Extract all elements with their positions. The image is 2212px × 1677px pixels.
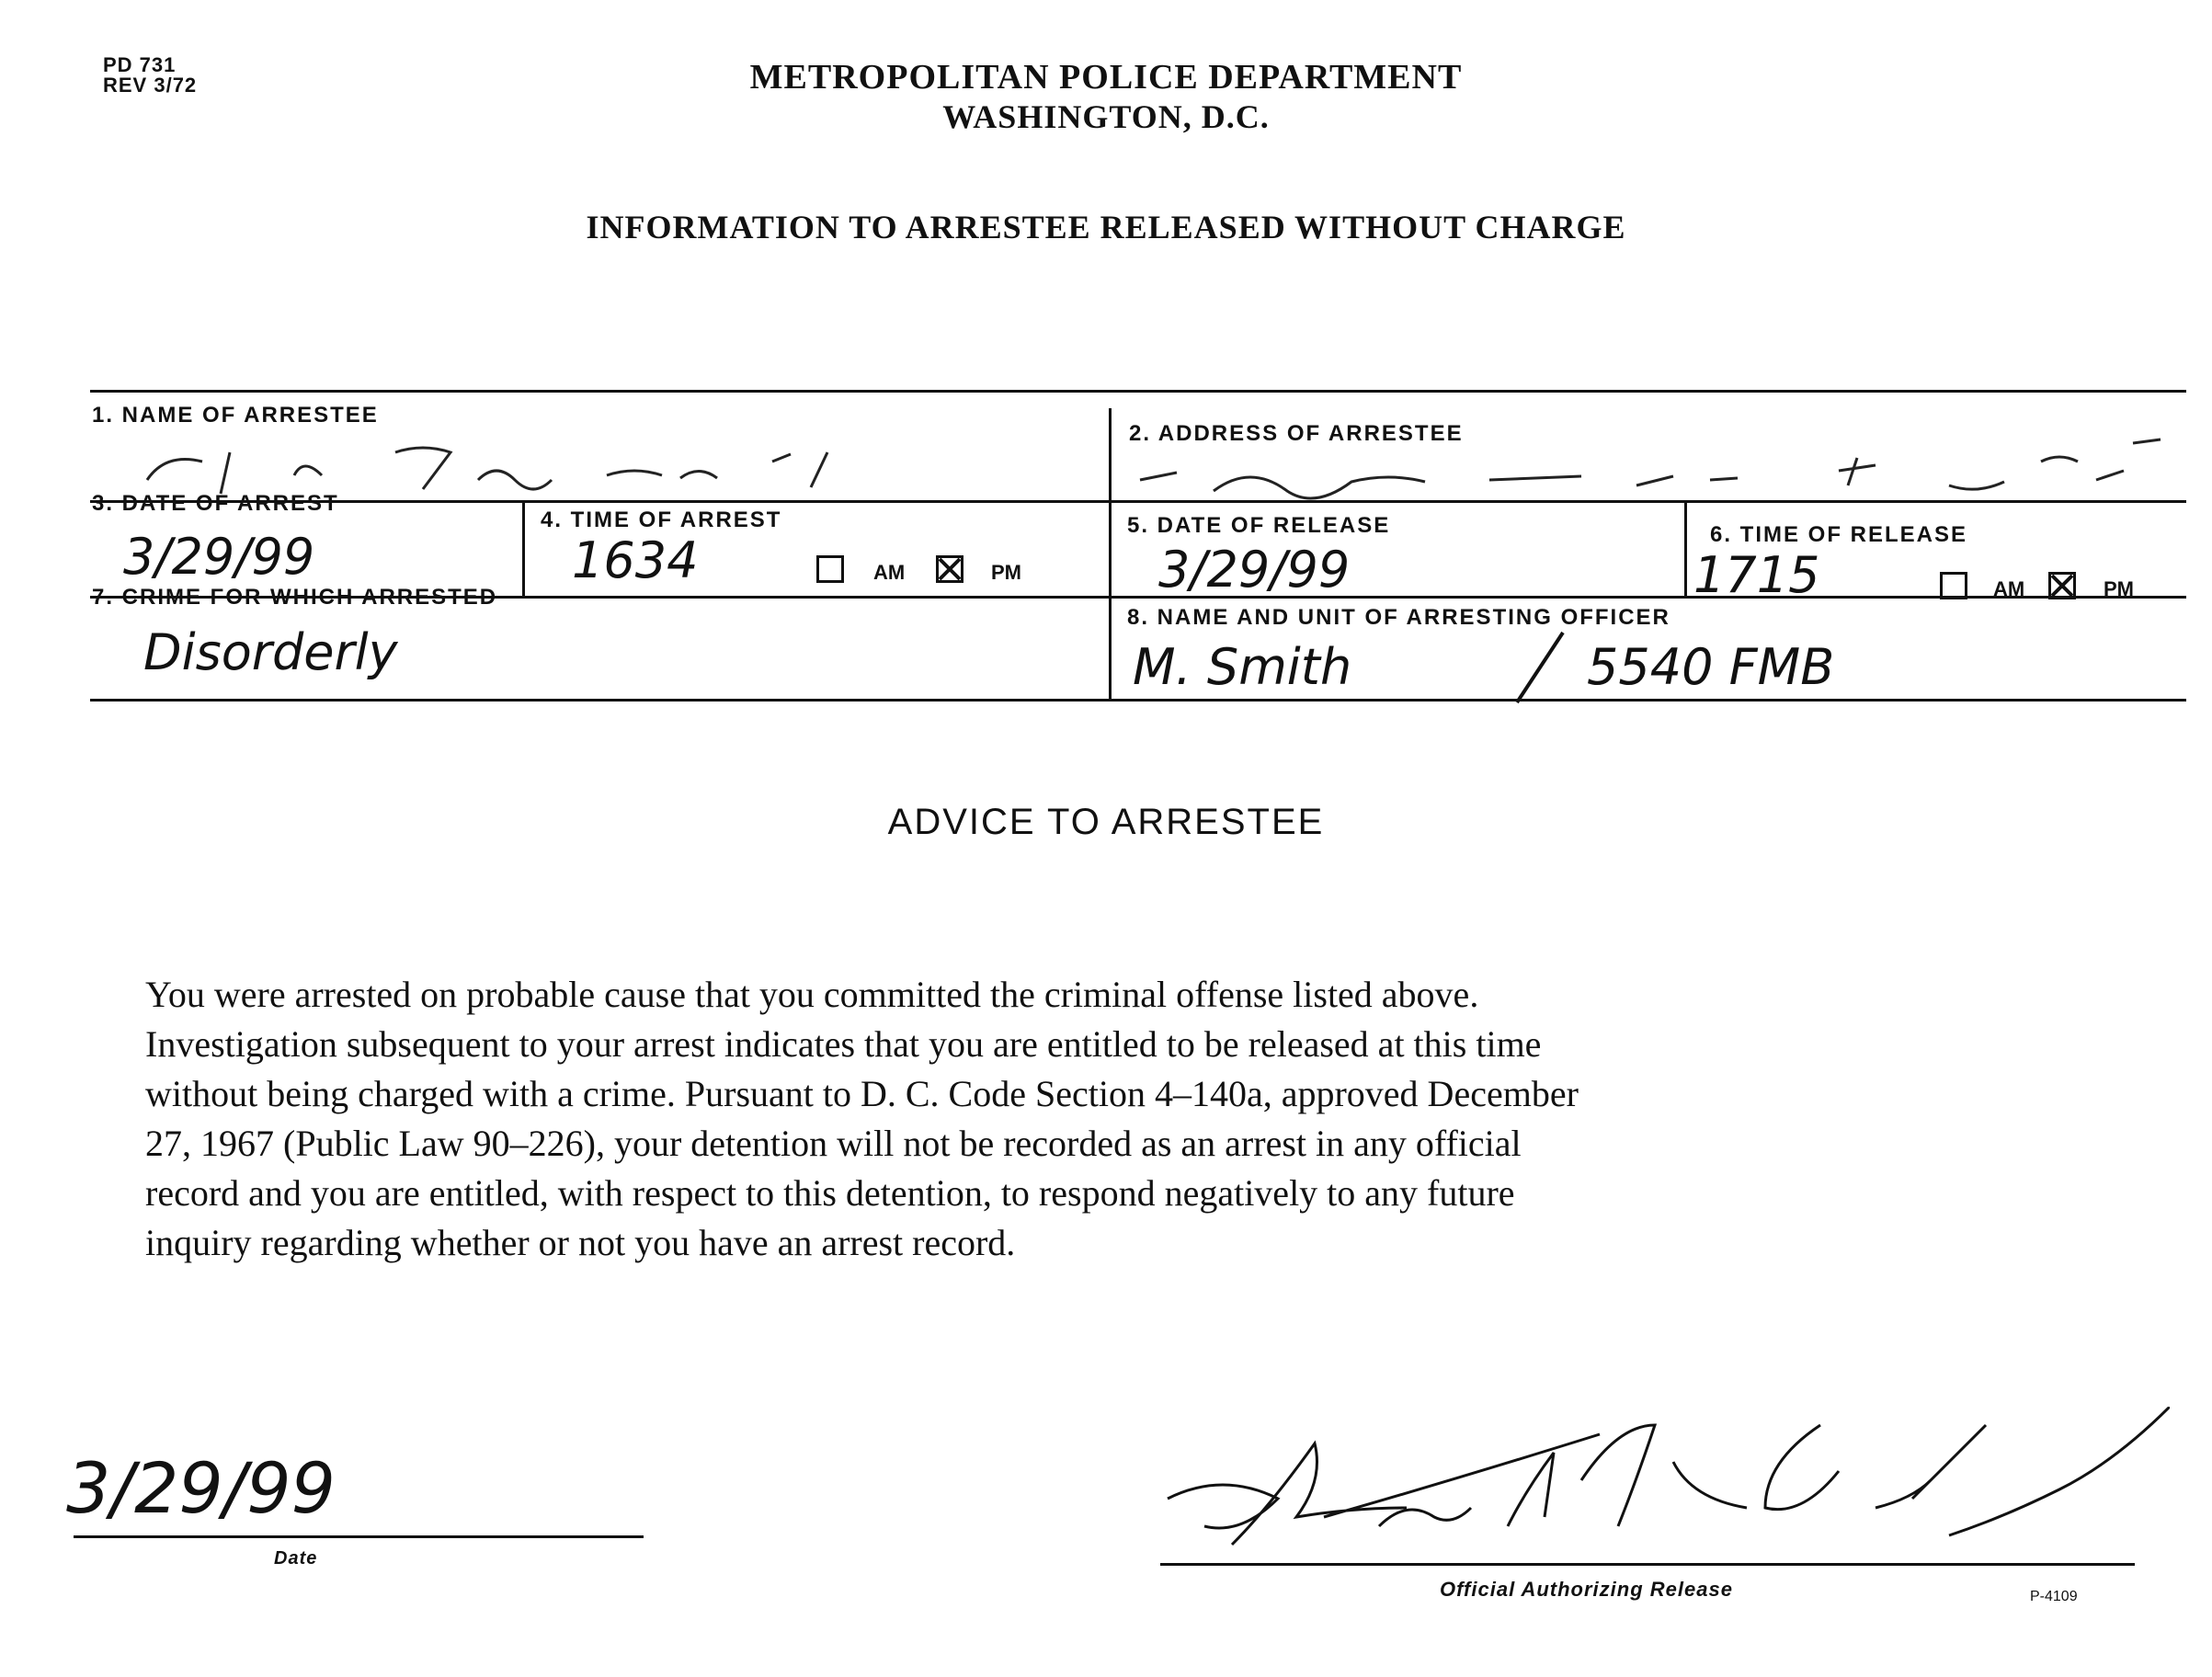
release-am-checkbox[interactable] [1940, 572, 1967, 599]
release-date-value[interactable]: 3/29/99 [1158, 541, 1351, 599]
release-am-label: AM [1993, 577, 2025, 600]
city-title: WASHINGTON, D.C. [942, 98, 1270, 135]
arrest-pm-checkbox[interactable] [936, 555, 963, 583]
footer-code: P-4109 [2030, 1589, 2078, 1604]
advice-line: Investigation subsequent to your arrest indicates that you are entitled to be released at this time [145, 1023, 1542, 1065]
address-handwriting-mark [1122, 425, 2188, 502]
advice-heading: ADVICE TO ARRESTEE [887, 802, 1325, 842]
crime-value[interactable]: Disorderly [143, 623, 398, 681]
grid-bottom-line [90, 699, 2186, 702]
form-number: PD 731 [103, 53, 177, 76]
release-time-label: 6. TIME OF RELEASE [1710, 522, 1968, 547]
arrest-time-value[interactable]: 1634 [572, 531, 699, 589]
advice-line: 27, 1967 (Public Law 90–226), your detention will not be recorded as an arrest in any official [145, 1123, 1522, 1164]
official-label: Official Authorizing Release [1440, 1578, 1733, 1601]
arrest-date-value[interactable]: 3/29/99 [123, 528, 315, 586]
release-time-value[interactable]: 1715 [1693, 546, 1820, 604]
date-label: Date [274, 1548, 318, 1569]
grid-top-line [90, 390, 2186, 393]
check-x-icon [936, 555, 963, 583]
name-label: 1. NAME OF ARRESTEE [92, 403, 379, 428]
signed-date-value[interactable]: 3/29/99 [66, 1447, 336, 1529]
grid-right-divider [1684, 500, 1687, 596]
grid-center-divider [1109, 408, 1112, 699]
form-title: INFORMATION TO ARRESTEE RELEASED WITHOUT CHARGE [586, 209, 1626, 245]
crime-label: 7. CRIME FOR WHICH ARRESTED [92, 585, 498, 610]
arrest-am-checkbox[interactable] [816, 555, 844, 583]
check-x-icon [2048, 572, 2076, 599]
advice-line: inquiry regarding whether or not you have an arrest record. [145, 1222, 1016, 1263]
name-handwriting-mark [129, 425, 938, 498]
arrest-pm-label: PM [991, 561, 1021, 584]
advice-line: You were arrested on probable cause that you committed the criminal offense listed above. [145, 974, 1479, 1015]
address-label: 2. ADDRESS OF ARRESTEE [1129, 421, 1464, 446]
arrest-date-label: 3. DATE OF ARREST [92, 491, 339, 516]
department-title: METROPOLITAN POLICE DEPARTMENT [749, 58, 1463, 97]
release-date-label: 5. DATE OF RELEASE [1127, 513, 1391, 538]
grid-left-divider [522, 500, 525, 596]
officer-unit-value[interactable]: 5540 FMB [1587, 638, 1835, 696]
date-line [74, 1535, 644, 1538]
arrest-am-label: AM [873, 561, 906, 584]
advice-line: without being charged with a crime. Pursuant to D. C. Code Section 4–140a, approved December [145, 1073, 1579, 1114]
form-revision: REV 3/72 [103, 74, 198, 97]
official-signature-line [1160, 1563, 2135, 1566]
advice-paragraph [145, 970, 2021, 1268]
arrest-time-label: 4. TIME OF ARREST [541, 508, 782, 532]
officer-label: 8. NAME AND UNIT OF ARRESTING OFFICER [1127, 605, 1670, 630]
release-pm-checkbox[interactable] [2048, 572, 2076, 599]
official-signature-icon [1158, 1407, 2170, 1572]
officer-slash-mark [1508, 625, 1572, 708]
officer-name-value[interactable]: M. Smith [1133, 638, 1352, 696]
release-pm-label: PM [2104, 577, 2134, 600]
advice-line: record and you are entitled, with respect to this detention, to respond negatively to any future [145, 1172, 1515, 1214]
